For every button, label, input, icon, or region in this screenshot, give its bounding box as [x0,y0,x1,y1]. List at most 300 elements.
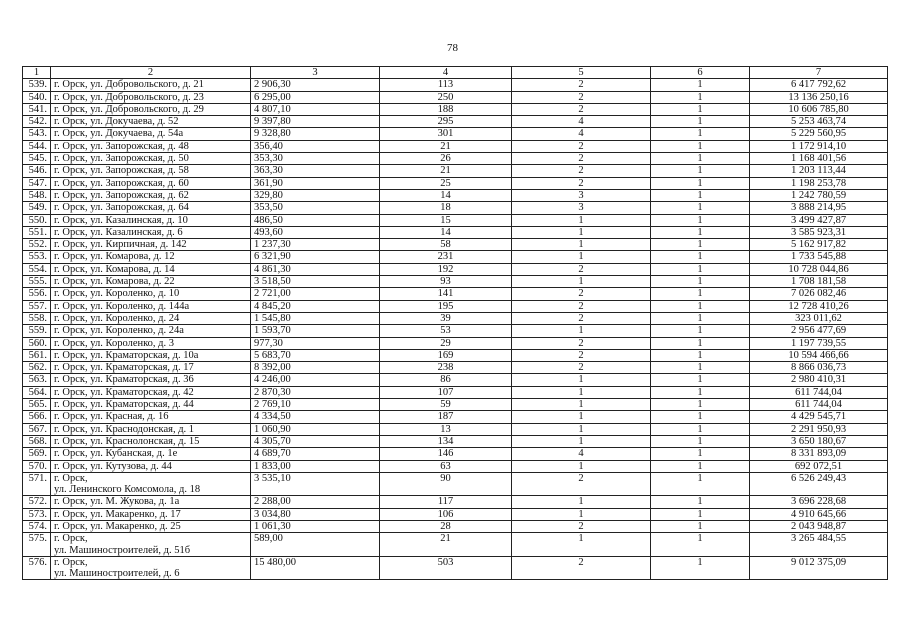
address-line: г. Орск, ул. Запорожская, д. 64 [54,202,189,214]
address-cell [51,496,251,508]
table-row [23,239,888,251]
row-number: 546. [23,165,51,177]
amount-cell: 12 728 410,26 [750,300,888,312]
count-cell: 192 [380,263,512,275]
table-row [23,263,888,275]
column-6-cell: 1 [651,472,750,496]
table-row [23,189,888,201]
amount-cell: 9 012 375,09 [750,556,888,580]
count-cell: 503 [380,556,512,580]
address-line: г. Орск, ул. Добровольского, д. 29 [54,103,204,115]
address-line: г. Орск, ул. Докучаева, д. 52 [54,116,179,128]
row-number: 559. [23,325,51,337]
address-line: г. Орск, [54,472,88,484]
area-cell: 4 246,00 [251,374,380,386]
area-cell: 1 061,30 [251,520,380,532]
address-line: г. Орск, ул. Краснолонская, д. 15 [54,435,200,447]
table-row [23,556,888,580]
column-6-cell: 1 [651,251,750,263]
area-cell: 2 769,10 [251,399,380,411]
column-6-cell: 1 [651,91,750,103]
column-6-cell: 1 [651,263,750,275]
count-cell: 26 [380,153,512,165]
table-row [23,411,888,423]
page-number: 78 [447,42,458,54]
count-cell: 238 [380,362,512,374]
address-line: г. Орск, ул. Добровольского, д. 21 [54,79,204,91]
count-cell: 146 [380,448,512,460]
column-5-cell: 1 [512,276,651,288]
table-row [23,325,888,337]
row-number: 552. [23,239,51,251]
column-6-cell: 1 [651,140,750,152]
amount-cell: 6 417 792,62 [750,79,888,91]
column-6-cell: 1 [651,165,750,177]
column-6-cell: 1 [651,399,750,411]
amount-cell: 3 696 228,68 [750,496,888,508]
column-6-cell: 1 [651,79,750,91]
count-cell: 141 [380,288,512,300]
row-number: 558. [23,312,51,324]
column-6-cell: 1 [651,312,750,324]
row-number: 547. [23,177,51,189]
row-number: 563. [23,374,51,386]
address-line: г. Орск, ул. Запорожская, д. 48 [54,140,189,152]
row-number: 550. [23,214,51,226]
column-5-cell: 1 [512,251,651,263]
count-cell: 15 [380,214,512,226]
table-row [23,276,888,288]
column-5-cell: 2 [512,520,651,532]
column-6-cell: 1 [651,116,750,128]
registry-table-body [23,67,888,580]
column-5-cell: 1 [512,226,651,238]
address-cell [51,411,251,423]
row-number: 573. [23,508,51,520]
area-cell: 15 480,00 [251,556,380,580]
column-6-cell: 1 [651,448,750,460]
address-cell [51,202,251,214]
row-number: 570. [23,460,51,472]
column-6-cell: 1 [651,239,750,251]
address-line: г. Орск, ул. Короленко, д. 144а [54,300,190,312]
column-6-cell: 1 [651,411,750,423]
table-row [23,496,888,508]
area-cell: 353,50 [251,202,380,214]
row-number: 571. [23,472,51,496]
column-5-cell: 2 [512,263,651,275]
column-5-cell: 4 [512,448,651,460]
address-line: г. Орск, ул. Кирпичная, д. 142 [54,239,187,251]
area-cell: 9 397,80 [251,116,380,128]
column-6-cell: 1 [651,276,750,288]
row-number: 562. [23,362,51,374]
column-6-cell: 1 [651,189,750,201]
count-cell: 53 [380,325,512,337]
amount-cell: 10 594 466,66 [750,349,888,361]
address-line: г. Орск, ул. Краматорская, д. 17 [54,362,194,374]
row-number: 545. [23,153,51,165]
area-cell: 4 861,30 [251,263,380,275]
table-row [23,128,888,140]
area-cell: 2 721,00 [251,288,380,300]
amount-cell: 611 744,04 [750,399,888,411]
column-5-cell: 2 [512,103,651,115]
table-row [23,472,888,496]
column-5-cell: 2 [512,288,651,300]
column-5-cell: 2 [512,177,651,189]
area-cell: 589,00 [251,533,380,557]
address-cell [51,337,251,349]
column-6-cell: 1 [651,103,750,115]
column-5-cell: 4 [512,116,651,128]
row-number: 553. [23,251,51,263]
address-line: г. Орск, ул. Макаренко, д. 17 [54,508,181,520]
column-5-cell: 3 [512,189,651,201]
count-cell: 301 [380,128,512,140]
address-line: г. Орск, ул. Короленко, д. 3 [54,337,175,349]
table-row [23,214,888,226]
table-row [23,386,888,398]
address-line: г. Орск, ул. Краматорская, д. 10а [54,349,199,361]
address-line: г. Орск, ул. Короленко, д. 24а [54,325,184,337]
area-cell: 6 321,90 [251,251,380,263]
address-cell [51,533,251,557]
amount-cell: 1 197 739,55 [750,337,888,349]
column-5-cell: 1 [512,386,651,398]
amount-cell: 1 733 545,88 [750,251,888,263]
column-5-cell: 2 [512,362,651,374]
row-number: 576. [23,556,51,580]
address-line: г. Орск, ул. Казалинская, д. 10 [54,214,188,226]
amount-cell: 13 136 250,16 [750,91,888,103]
amount-cell: 1 242 780,59 [750,189,888,201]
address-cell [51,448,251,460]
amount-cell: 611 744,04 [750,386,888,398]
count-cell: 117 [380,496,512,508]
row-number: 554. [23,263,51,275]
address-line: г. Орск, ул. Кубанская, д. 1е [54,448,178,460]
row-number: 565. [23,399,51,411]
address-line: ул. Машиностроителей, д. 6 [54,568,180,580]
address-line: г. Орск, ул. Запорожская, д. 50 [54,153,189,165]
address-cell [51,312,251,324]
amount-cell: 323 011,62 [750,312,888,324]
table-row [23,362,888,374]
column-5-cell: 3 [512,202,651,214]
column-6-cell: 1 [651,374,750,386]
row-number: 572. [23,496,51,508]
registry-table [22,66,888,580]
column-6-cell: 1 [651,288,750,300]
address-line: ул. Машиностроителей, д. 51б [54,544,191,556]
count-cell: 188 [380,103,512,115]
column-6-cell: 1 [651,533,750,557]
column-6-cell: 1 [651,128,750,140]
column-5-cell: 2 [512,91,651,103]
address-cell [51,362,251,374]
address-cell [51,556,251,580]
column-6-cell: 1 [651,349,750,361]
amount-cell: 3 499 427,87 [750,214,888,226]
table-row [23,399,888,411]
row-number: 569. [23,448,51,460]
count-cell: 25 [380,177,512,189]
area-cell: 8 392,00 [251,362,380,374]
address-line: г. Орск, ул. Краснодонская, д. 1 [54,423,195,435]
column-5-cell: 1 [512,239,651,251]
address-cell [51,177,251,189]
row-number: 555. [23,276,51,288]
address-cell [51,399,251,411]
amount-cell: 3 585 923,31 [750,226,888,238]
amount-cell: 2 956 477,69 [750,325,888,337]
column-6-cell: 1 [651,556,750,580]
count-cell: 39 [380,312,512,324]
table-row [23,374,888,386]
address-line: г. Орск, ул. Казалинская, д. 6 [54,226,183,238]
row-number: 560. [23,337,51,349]
column-5-cell: 4 [512,128,651,140]
table-row [23,140,888,152]
address-cell [51,214,251,226]
row-number: 544. [23,140,51,152]
column-6-cell: 1 [651,226,750,238]
count-cell: 187 [380,411,512,423]
address-line: г. Орск, ул. Краматорская, д. 42 [54,386,194,398]
column-6-cell: 1 [651,325,750,337]
amount-cell: 2 043 948,87 [750,520,888,532]
row-number: 568. [23,435,51,447]
row-number: 542. [23,116,51,128]
area-cell: 4 807,10 [251,103,380,115]
area-cell: 4 305,70 [251,435,380,447]
column-5-cell: 1 [512,399,651,411]
address-line: г. Орск, ул. Короленко, д. 10 [54,288,180,300]
count-cell: 18 [380,202,512,214]
amount-cell: 7 026 082,46 [750,288,888,300]
area-cell: 1 833,00 [251,460,380,472]
amount-cell: 3 265 484,55 [750,533,888,557]
area-cell: 6 295,00 [251,91,380,103]
table-row [23,312,888,324]
address-cell [51,520,251,532]
count-cell: 195 [380,300,512,312]
count-cell: 29 [380,337,512,349]
area-cell: 977,30 [251,337,380,349]
address-cell [51,128,251,140]
column-5-cell: 2 [512,153,651,165]
address-line: г. Орск, ул. Комарова, д. 12 [54,251,175,263]
amount-cell: 4 429 545,71 [750,411,888,423]
count-cell: 13 [380,423,512,435]
address-cell [51,423,251,435]
area-cell: 4 845,20 [251,300,380,312]
address-cell [51,325,251,337]
amount-cell: 1 203 113,44 [750,165,888,177]
row-number: 556. [23,288,51,300]
amount-cell: 2 980 410,31 [750,374,888,386]
address-line: г. Орск, ул. Докучаева, д. 54а [54,128,184,140]
amount-cell: 1 708 181,58 [750,276,888,288]
area-cell: 9 328,80 [251,128,380,140]
count-cell: 58 [380,239,512,251]
count-cell: 86 [380,374,512,386]
table-row [23,423,888,435]
amount-cell: 692 072,51 [750,460,888,472]
address-line: г. Орск, ул. Запорожская, д. 62 [54,189,189,201]
address-line: г. Орск, ул. Комарова, д. 22 [54,276,175,288]
address-line: г. Орск, ул. Красная, д. 16 [54,411,169,423]
table-row [23,349,888,361]
amount-cell: 3 650 180,67 [750,435,888,447]
column-6-cell: 1 [651,386,750,398]
column-6-cell: 1 [651,362,750,374]
address-cell [51,226,251,238]
count-cell: 21 [380,140,512,152]
amount-cell: 5 162 917,82 [750,239,888,251]
area-cell: 2 870,30 [251,386,380,398]
amount-cell: 10 728 044,86 [750,263,888,275]
area-cell: 1 237,30 [251,239,380,251]
row-number: 575. [23,533,51,557]
area-cell: 3 535,10 [251,472,380,496]
header-cell-2: 2 [51,67,251,79]
column-5-cell: 1 [512,533,651,557]
column-5-cell: 2 [512,349,651,361]
amount-cell: 10 606 785,80 [750,103,888,115]
column-5-cell: 2 [512,472,651,496]
row-number: 548. [23,189,51,201]
row-number: 564. [23,386,51,398]
area-cell: 4 689,70 [251,448,380,460]
row-number: 539. [23,79,51,91]
row-number: 557. [23,300,51,312]
amount-cell: 2 291 950,93 [750,423,888,435]
column-6-cell: 1 [651,520,750,532]
count-cell: 231 [380,251,512,263]
column-6-cell: 1 [651,337,750,349]
amount-cell: 8 331 893,09 [750,448,888,460]
area-cell: 2 288,00 [251,496,380,508]
table-row [23,153,888,165]
area-cell: 356,40 [251,140,380,152]
table-row [23,520,888,532]
column-5-cell: 1 [512,325,651,337]
area-cell: 3 518,50 [251,276,380,288]
area-cell: 5 683,70 [251,349,380,361]
address-line: г. Орск, ул. Краматорская, д. 36 [54,374,194,386]
count-cell: 295 [380,116,512,128]
address-cell [51,251,251,263]
column-5-cell: 1 [512,423,651,435]
count-cell: 14 [380,226,512,238]
row-number: 543. [23,128,51,140]
table-row [23,508,888,520]
column-5-cell: 1 [512,374,651,386]
table-row [23,79,888,91]
address-line: г. Орск, ул. Запорожская, д. 58 [54,165,189,177]
row-number: 540. [23,91,51,103]
count-cell: 113 [380,79,512,91]
address-cell [51,79,251,91]
address-cell [51,386,251,398]
table-row [23,91,888,103]
address-cell [51,116,251,128]
count-cell: 250 [380,91,512,103]
area-cell: 3 034,80 [251,508,380,520]
column-5-cell: 1 [512,214,651,226]
column-6-cell: 1 [651,435,750,447]
amount-cell: 1 172 914,10 [750,140,888,152]
column-6-cell: 1 [651,423,750,435]
address-cell [51,508,251,520]
column-5-cell: 1 [512,460,651,472]
amount-cell: 8 866 036,73 [750,362,888,374]
address-line: г. Орск, ул. Короленко, д. 24 [54,312,180,324]
header-cell-6: 6 [651,67,750,79]
column-5-cell: 2 [512,165,651,177]
address-line: ул. Ленинского Комсомола, д. 18 [54,484,201,496]
count-cell: 21 [380,533,512,557]
table-row [23,251,888,263]
row-number: 561. [23,349,51,361]
count-cell: 14 [380,189,512,201]
column-6-cell: 1 [651,460,750,472]
address-line: г. Орск, ул. Краматорская, д. 44 [54,399,194,411]
column-6-cell: 1 [651,202,750,214]
table-row [23,288,888,300]
address-cell [51,460,251,472]
address-cell [51,263,251,275]
table-row [23,202,888,214]
address-cell [51,153,251,165]
column-6-cell: 1 [651,508,750,520]
count-cell: 107 [380,386,512,398]
count-cell: 63 [380,460,512,472]
amount-cell: 5 253 463,74 [750,116,888,128]
amount-cell: 1 198 253,78 [750,177,888,189]
column-5-cell: 2 [512,312,651,324]
area-cell: 1 545,80 [251,312,380,324]
area-cell: 361,90 [251,177,380,189]
count-cell: 169 [380,349,512,361]
column-5-cell: 1 [512,508,651,520]
amount-cell: 1 168 401,56 [750,153,888,165]
address-line: г. Орск, ул. М. Жукова, д. 1а [54,496,180,508]
amount-cell: 3 888 214,95 [750,202,888,214]
count-cell: 90 [380,472,512,496]
amount-cell: 5 229 560,95 [750,128,888,140]
address-cell [51,435,251,447]
address-cell [51,288,251,300]
address-cell [51,472,251,496]
address-line: г. Орск, [54,556,88,568]
column-5-cell: 2 [512,79,651,91]
count-cell: 21 [380,165,512,177]
column-5-cell: 1 [512,435,651,447]
address-cell [51,276,251,288]
address-line: г. Орск, ул. Комарова, д. 14 [54,263,175,275]
table-row [23,435,888,447]
header-cell-5: 5 [512,67,651,79]
column-5-cell: 2 [512,556,651,580]
table-header-row [23,67,888,79]
area-cell: 1 060,90 [251,423,380,435]
address-line: г. Орск, ул. Добровольского, д. 23 [54,91,204,103]
row-number: 567. [23,423,51,435]
row-number: 574. [23,520,51,532]
